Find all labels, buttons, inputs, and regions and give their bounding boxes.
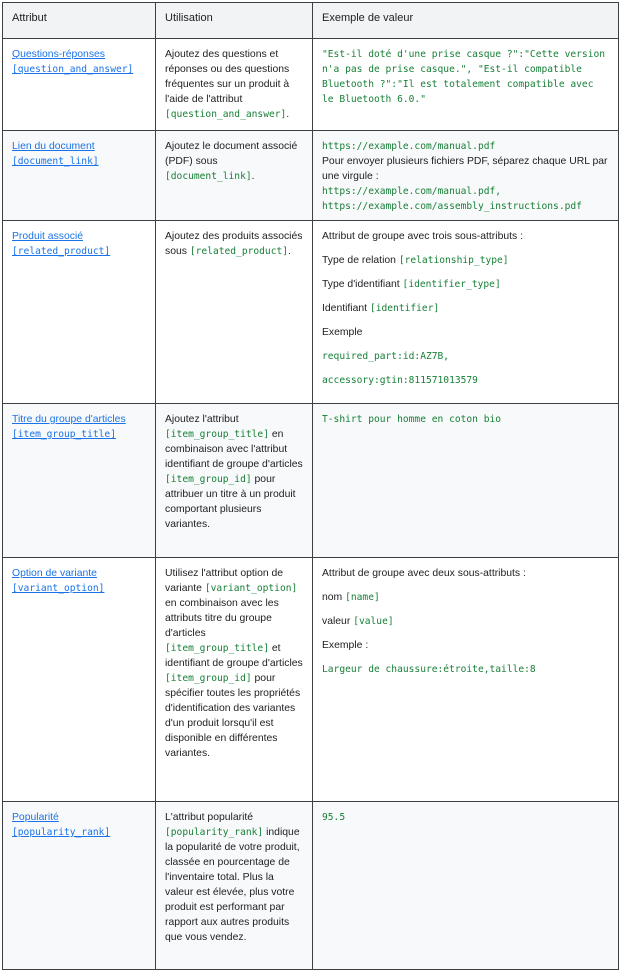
sub-attribute — [322, 590, 610, 605]
sub-attribute — [322, 614, 610, 629]
example-url: https://example.com/manual.pdf, — [322, 186, 502, 197]
usage-cell — [156, 131, 313, 221]
usage-code: [item_group_title] — [165, 429, 269, 440]
usage-cell — [156, 802, 313, 970]
usage-text: Ajoutez des produits associés sous — [165, 231, 303, 257]
usage-end: . — [251, 171, 255, 182]
table-row — [3, 39, 619, 131]
attribute-name: Lien du document — [12, 141, 95, 152]
example-cell — [313, 39, 619, 131]
attribute-code: [variant_option] — [12, 583, 105, 594]
attribute-link-item-group-title[interactable] — [12, 412, 147, 442]
example-value: accessory:gtin:811571013579 — [322, 375, 478, 386]
attribute-link-popularity-rank[interactable] — [12, 810, 147, 840]
usage-code: [related_product] — [189, 246, 289, 257]
usage-end: . — [286, 109, 290, 120]
sub-attribute-code: [value] — [353, 616, 394, 627]
attributes-table — [2, 2, 619, 970]
sub-attribute-label: Type d'identifiant — [322, 279, 400, 290]
example-url: https://example.com/assembly_instructions.pdf — [322, 201, 582, 212]
attribute-link-variant-option[interactable] — [12, 566, 147, 596]
header-usage: Utilisation — [156, 3, 313, 39]
attribute-name: Titre du groupe d'articles — [12, 414, 126, 425]
usage-code: [item_group_id] — [165, 673, 252, 684]
sub-attribute-label: nom — [322, 592, 343, 603]
usage-code: [popularity_rank] — [165, 827, 264, 838]
usage-code: [item_group_title] — [165, 643, 269, 654]
attribute-code: [related_product] — [12, 246, 111, 257]
example-label: Exemple — [322, 327, 363, 338]
example-cell — [313, 221, 619, 404]
attribute-name: Option de variante — [12, 568, 97, 579]
table-header-row — [3, 3, 619, 39]
attribute-cell — [3, 558, 156, 802]
table-row — [3, 558, 619, 802]
usage-text: Utilisez l'attribut option de variante — [165, 568, 284, 594]
usage-cell — [156, 558, 313, 802]
table-row — [3, 221, 619, 404]
usage-end: . — [288, 246, 291, 257]
attribute-link-question-and-answer[interactable] — [12, 47, 147, 77]
attribute-cell — [3, 131, 156, 221]
attribute-code: [item_group_title] — [12, 429, 116, 440]
table-row — [3, 404, 619, 558]
usage-text: Ajoutez le document associé (PDF) sous — [165, 141, 298, 167]
example-cell — [313, 558, 619, 802]
usage-text: et identifiant de groupe d'articles — [165, 643, 303, 669]
usage-cell — [156, 221, 313, 404]
sub-attribute-code: [name] — [345, 592, 380, 603]
attribute-link-document-link[interactable] — [12, 139, 147, 169]
usage-text: L'attribut popularité — [165, 812, 254, 823]
attribute-cell — [3, 404, 156, 558]
example-value: 95.5 — [322, 812, 346, 823]
usage-text: en combinaison avec les attributs titre du groupe d'articles — [165, 598, 279, 639]
usage-text: pour spécifier toutes les propriétés d'identification des variantes d'un produit lorsqu'il est disponible en différentes variantes. — [165, 673, 301, 759]
attribute-name: Produit associé — [12, 231, 84, 242]
example-value: Largeur de chaussure:étroite,taille:8 — [322, 664, 536, 675]
example-note: Pour envoyer plusieurs fichiers PDF, séparez chaque URL par une virgule : — [322, 156, 608, 182]
usage-code: [document_link] — [165, 171, 252, 182]
usage-text: indique la popularité de votre produit, classée en pourcentage de l'inventaire total. Plus la valeur est élevée, plus votre produit est performant par rapport aux autres produits que vous vendez. — [165, 827, 300, 943]
attribute-cell — [3, 221, 156, 404]
example-cell — [313, 802, 619, 970]
sub-attribute — [322, 277, 610, 292]
attribute-cell — [3, 39, 156, 131]
table-row — [3, 802, 619, 970]
sub-attribute-code: [relationship_type] — [398, 255, 509, 266]
usage-code: [item_group_id] — [165, 474, 252, 485]
example-value: "Est-il doté d'une prise casque ?":"Cette version n'a pas de prise casque.", "Est-il compatible Bluetooth ?":"Il est totalement compatible avec le Bluetooth 6.0." — [322, 49, 606, 105]
header-example: Exemple de valeur — [313, 3, 619, 39]
sub-attribute-label: Type de relation — [322, 255, 396, 266]
attribute-name: Popularité — [12, 812, 59, 823]
usage-text: Ajoutez l'attribut — [165, 414, 239, 425]
attribute-code: [popularity_rank] — [12, 827, 111, 838]
example-cell — [313, 404, 619, 558]
group-intro: Attribut de groupe avec trois sous-attributs : — [322, 231, 523, 242]
usage-text: en combinaison avec l'attribut identifiant de groupe d'articles — [165, 429, 303, 470]
example-value: T-shirt pour homme en coton bio — [322, 414, 502, 425]
attribute-name: Questions-réponses — [12, 49, 105, 60]
sub-attribute-label: valeur — [322, 616, 351, 627]
table-row — [3, 131, 619, 221]
sub-attribute-label: Identifiant — [322, 303, 368, 314]
usage-code: [question_and_answer] — [165, 109, 287, 120]
sub-attribute-code: [identifier_type] — [402, 279, 501, 290]
example-url: https://example.com/manual.pdf — [322, 141, 496, 152]
usage-code: [variant_option] — [204, 583, 298, 594]
usage-cell — [156, 404, 313, 558]
example-cell — [313, 131, 619, 221]
attribute-code: [question_and_answer] — [12, 64, 134, 75]
usage-cell — [156, 39, 313, 131]
attribute-cell — [3, 802, 156, 970]
header-attribute: Attribut — [3, 3, 156, 39]
group-intro: Attribut de groupe avec deux sous-attributs : — [322, 568, 526, 579]
usage-text: Ajoutez des questions et réponses ou des questions fréquentes sur un produit à l'aide de l'attribut — [165, 49, 290, 105]
sub-attribute — [322, 253, 610, 268]
sub-attribute — [322, 301, 610, 316]
attribute-link-related-product[interactable] — [12, 229, 147, 259]
example-value: required_part:id:AZ7B, — [322, 351, 450, 362]
example-label: Exemple : — [322, 640, 369, 651]
usage-text: pour attribuer un titre à un produit comportant plusieurs variantes. — [165, 474, 296, 530]
attribute-code: [document_link] — [12, 156, 99, 167]
sub-attribute-code: [identifier] — [369, 303, 440, 314]
